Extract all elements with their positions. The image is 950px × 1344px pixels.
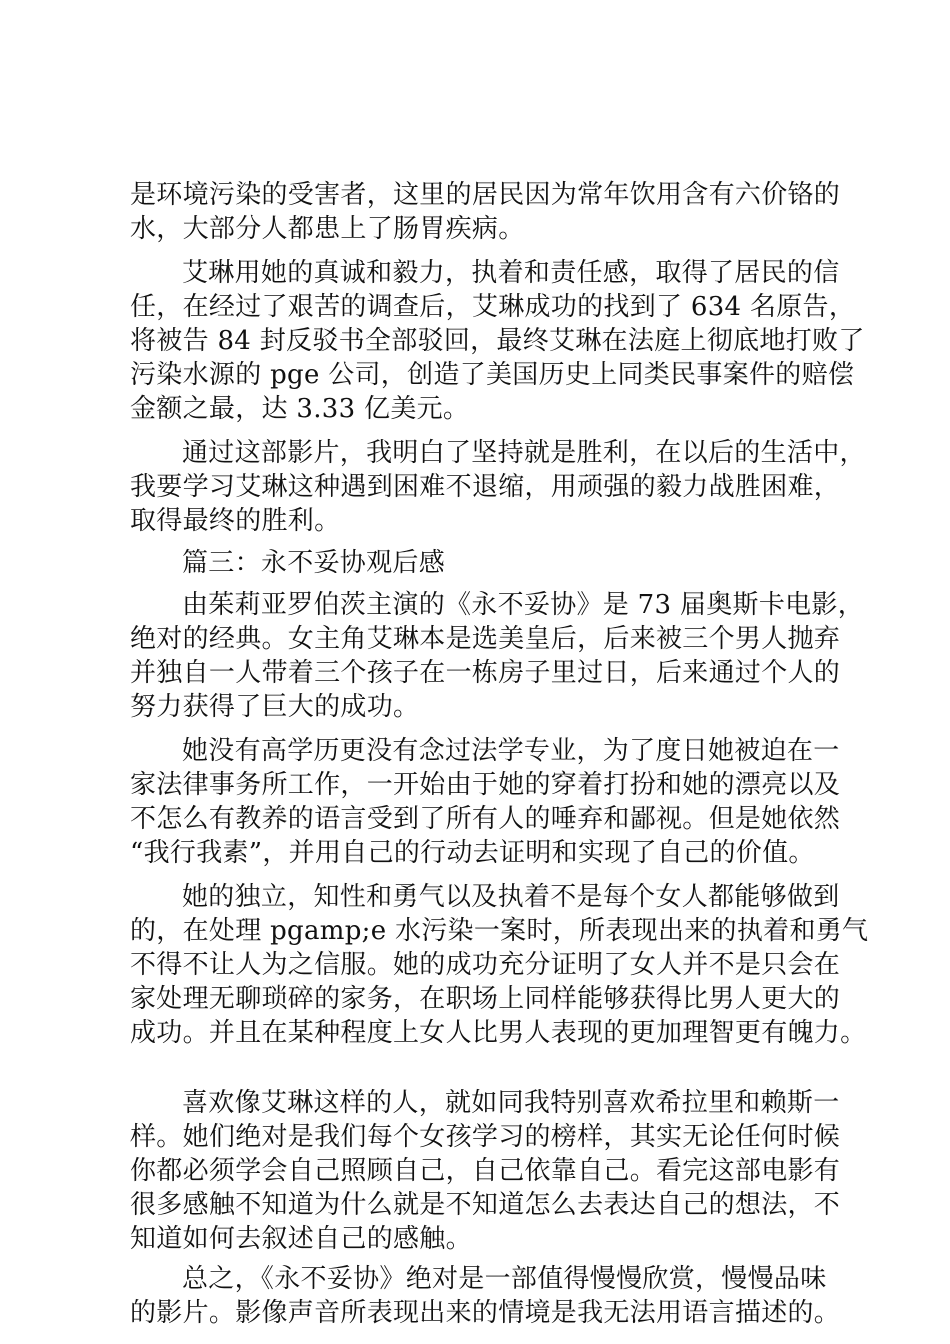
text-line: 她的独立，知性和勇气以及执着不是每个女人都能够做到 (182, 882, 840, 912)
text-line: 总之，《永不妥协》绝对是一部值得慢慢欣赏，慢慢品味 (182, 1264, 827, 1294)
text-line: 金额之最，达 3.33 亿美元。 (130, 394, 470, 424)
text-line: 不得不让人为之信服。她的成功充分证明了女人并不是只会在 (130, 950, 841, 980)
text-line: 家法律事务所工作，一开始由于她的穿着打扮和她的漂亮以及 (130, 770, 841, 800)
text-line: 是环境污染的受害者，这里的居民因为常年饮用含有六价铬的 (130, 180, 841, 210)
text-line: 家处理无聊琐碎的家务，在职场上同样能够获得比男人更大的 (130, 984, 841, 1014)
text-line: 不怎么有教养的语言受到了所有人的唾弃和鄙视。但是她依然 (130, 804, 841, 834)
text-line: 通过这部影片，我明白了坚持就是胜利，在以后的生活中， (182, 438, 866, 468)
text-line: 她没有高学历更没有念过法学专业，为了度日她被迫在一 (182, 736, 840, 766)
text-line: 喜欢像艾琳这样的人，就如同我特别喜欢希拉里和赖斯一 (182, 1088, 840, 1118)
text-line: 任，在经过了艰苦的调查后，艾琳成功的找到了 634 名原告， (130, 292, 856, 322)
text-line: 你都必须学会自己照顾自己，自己依靠自己。看完这部电影有 (130, 1156, 841, 1186)
text-line: 艾琳用她的真诚和毅力，执着和责任感，取得了居民的信 (182, 258, 840, 288)
section-heading: 篇三：永不妥协观后感 (182, 548, 446, 578)
text-line: 知道如何去叙述自己的感触。 (130, 1224, 472, 1254)
text-line: 我要学习艾琳这种遇到困难不退缩，用顽强的毅力战胜困难， (130, 472, 841, 502)
text-line: 的影片。影像声音所表现出来的情境是我无法用语言描述的。 (130, 1298, 841, 1328)
text-line: “我行我素”，并用自己的行动去证明和实现了自己的价值。 (130, 838, 815, 868)
text-line: 取得最终的胜利。 (130, 506, 341, 536)
text-line: 污染水源的 pge 公司，创造了美国历史上同类民事案件的赔偿 (130, 360, 855, 390)
text-line: 并独自一人带着三个孩子在一栋房子里过日，后来通过个人的 (130, 658, 841, 688)
text-line: 将被告 84 封反驳书全部驳回，最终艾琳在法庭上彻底地打败了 (130, 326, 865, 356)
text-line: 成功。并且在某种程度上女人比男人表现的更加理智更有魄力。 (130, 1018, 867, 1048)
text-line: 努力获得了巨大的成功。 (130, 692, 420, 722)
text-line: 的，在处理 pgamp;e 水污染一案时，所表现出来的执着和勇气 (130, 916, 869, 946)
text-line: 很多感触不知道为什么就是不知道怎么去表达自己的想法，不 (130, 1190, 841, 1220)
text-line: 由茱莉亚罗伯茨主演的《永不妥协》是 73 届奥斯卡电影， (182, 590, 865, 620)
text-line: 绝对的经典。女主角艾琳本是选美皇后，后来被三个男人抛弃 (130, 624, 841, 654)
text-line: 水，大部分人都患上了肠胃疾病。 (130, 214, 525, 244)
text-line: 样。她们绝对是我们每个女孩学习的榜样，其实无论任何时候 (130, 1122, 841, 1152)
